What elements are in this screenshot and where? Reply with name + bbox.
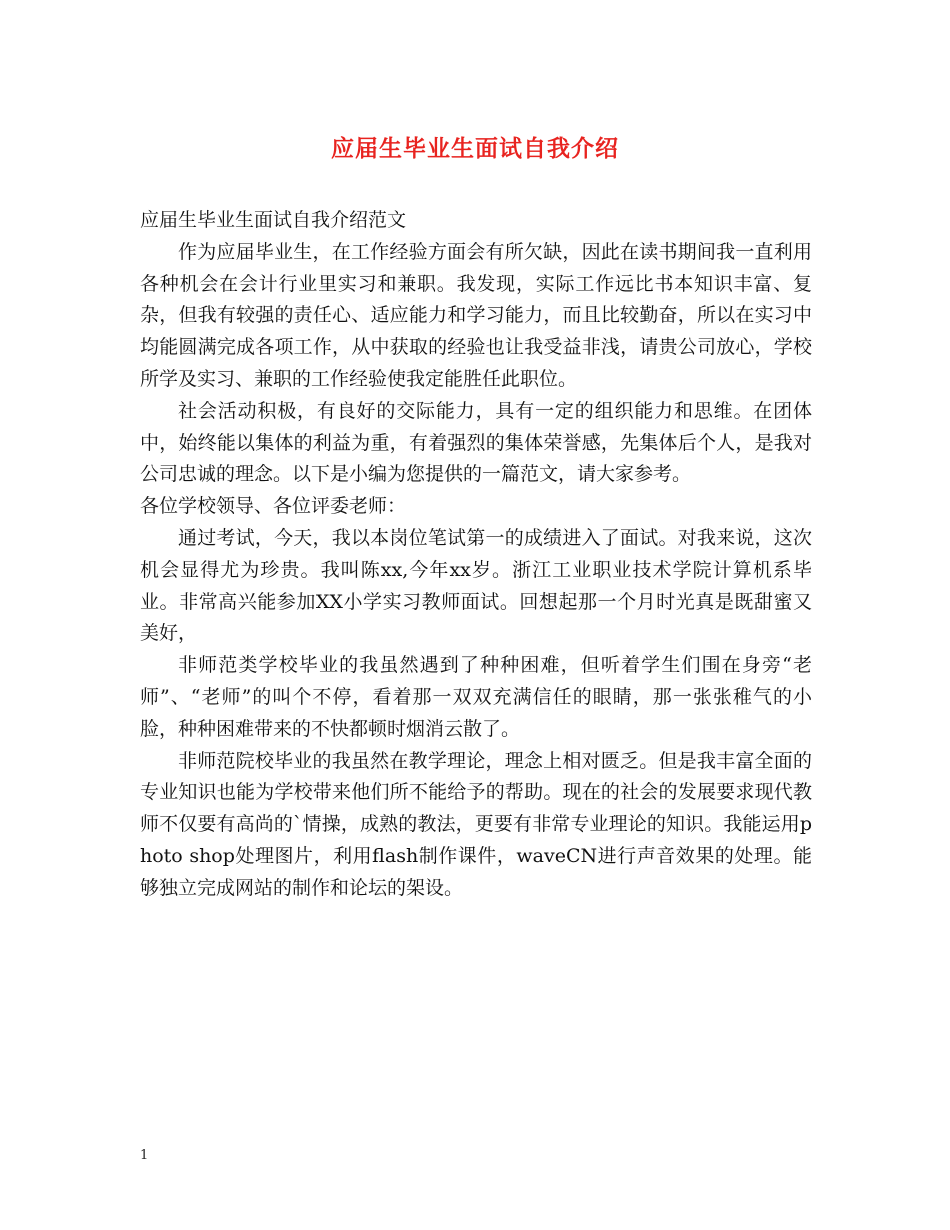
- body-paragraph: 通过考试，今天，我以本岗位笔试第一的成绩进入了面试。对我来说，这次机会显得尤为珍贵。我叫陈xx,今年xx岁。浙江工业职业技术学院计算机系毕业。非常高兴能参加XX小学实习教师面试。回想起那一个月时光真是既甜蜜又美好，: [140, 526, 812, 645]
- salutation-paragraph: 各位学校领导、各位评委老师：: [140, 495, 407, 518]
- document-body: [140, 205, 812, 905]
- body-paragraph: 非师范类学校毕业的我虽然遇到了种种困难，但听着学生们围在身旁“老师”、“老师”的叫个不停，看着那一双双充满信任的眼睛，那一张张稚气的小脸，种种困难带来的不快都顿时烟消云散了。: [140, 654, 812, 740]
- page-number: 1: [140, 1148, 149, 1163]
- body-paragraph: 社会活动积极，有良好的交际能力，具有一定的组织能力和思维。在团体中，始终能以集体的利益为重，有着强烈的集体荣誉感，先集体后个人，是我对公司忠诚的理念。以下是小编为您提供的一篇范文，请大家参考。: [140, 399, 812, 486]
- page-title: 应届生毕业生面试自我介绍: [331, 135, 619, 162]
- subtitle-paragraph: 应届生毕业生面试自我介绍范文: [140, 209, 407, 231]
- body-paragraph: 非师范院校毕业的我虽然在教学理论，理念上相对匮乏。但是我丰富全面的专业知识也能为学校带来他们所不能给予的帮助。现在的社会的发展要求现代教师不仅要有高尚的`情操，成熟的教法，更要有非常专业理论的知识。我能运用photo shop处理图片，利用flash制作课件，waveCN进行声音效果的处理。能够独立完成网站的制作和论坛的架设。: [140, 749, 812, 899]
- body-paragraph: 作为应届毕业生，在工作经验方面会有所欠缺，因此在读书期间我一直利用各种机会在会计行业里实习和兼职。我发现，实际工作远比书本知识丰富、复杂，但我有较强的责任心、适应能力和学习能力，而且比较勤奋，所以在实习中均能圆满完成各项工作，从中获取的经验也让我受益非浅，请贵公司放心，学校所学及实习、兼职的工作经验使我定能胜任此职位。: [140, 240, 812, 390]
